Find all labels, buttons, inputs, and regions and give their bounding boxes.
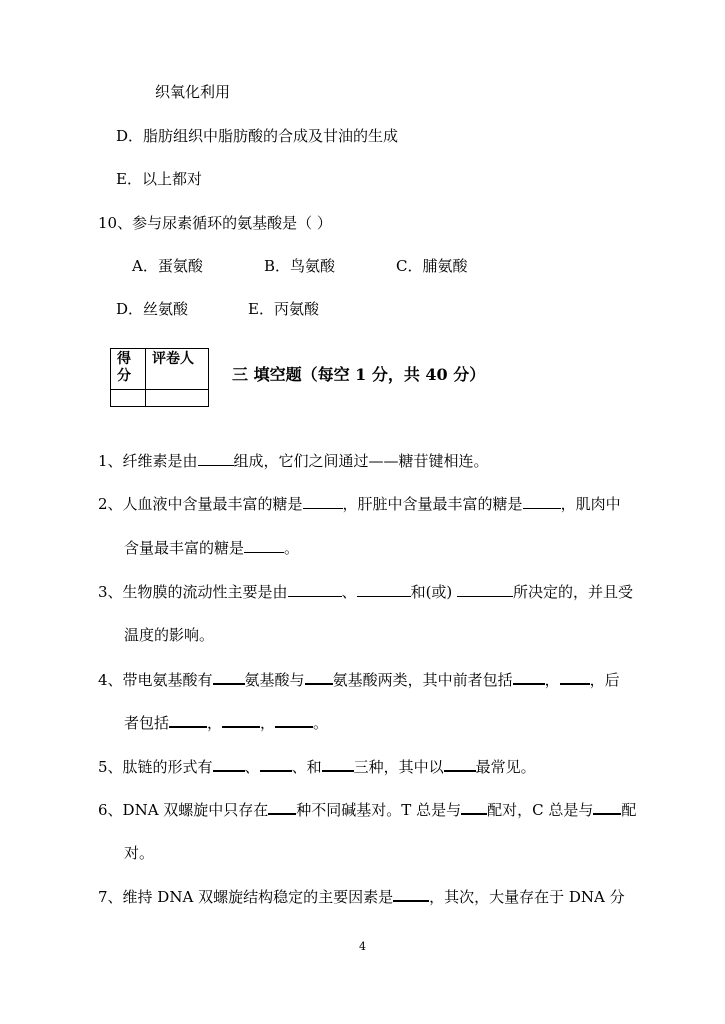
score-cell[interactable] [111,390,146,407]
blank[interactable] [260,756,292,772]
fill-q4-line1: 4、带电氨基酸有 氨基酸与 氨基酸两类，其中前者包括 ， ，后 [98,671,620,689]
fill-q3-line1: 3、生物膜的流动性主要是由 、 和(或) 所决定的，并且受 [98,583,634,601]
blank[interactable] [213,669,245,685]
section-title: 三 填空题（每空 1 分，共 40 分） [232,365,486,384]
blank[interactable] [305,669,333,685]
fill-q5: 5、肽链的形式有 、 、和 三种，其中以 最常见。 [98,758,536,776]
fill-q2-line2: 含量最丰富的糖是 。 [124,539,300,557]
blank[interactable] [213,756,245,772]
fill-q2-line1: 2、人血液中含量最丰富的糖是 ，肝脏中含量最丰富的糖是 ，肌肉中 [98,495,621,513]
blank[interactable] [560,669,590,685]
fill-q4-line2: 者包括 ， ， 。 [124,714,329,732]
blank[interactable] [461,799,487,815]
grader-cell[interactable] [146,390,209,407]
q10-option-c: C．脯氨酸 [396,257,468,275]
blank[interactable] [444,756,476,772]
fill-q7-line1: 7、维持 DNA 双螺旋结构稳定的主要因素是 ，其次，大量存在于 DNA 分 [98,888,625,906]
page-number: 4 [359,940,366,953]
blank[interactable] [357,582,411,597]
blank[interactable] [303,494,343,509]
q9-option-c-cont: 织氧化利用 [155,83,231,101]
blank[interactable] [457,582,513,597]
blank[interactable] [198,451,234,466]
blank[interactable] [244,538,284,553]
blank[interactable] [393,886,429,902]
q10-option-a: A．蛋氨酸 [132,257,203,275]
blank[interactable] [222,712,260,728]
q10-option-d: D．丝氨酸 [116,300,189,318]
q10-option-e: E．丙氨酸 [248,300,319,318]
fill-q3-line2: 温度的影响。 [124,626,215,644]
q9-option-d: D．脂肪组织中脂肪酸的合成及甘油的生成 [116,127,399,145]
blank[interactable] [322,756,354,772]
blank[interactable] [268,799,296,815]
blank[interactable] [513,669,545,685]
q9-option-e: E．以上都对 [116,170,202,188]
q10-options-row1 [132,256,467,276]
score-header: 得分 [111,349,146,390]
fill-q6-line2: 对。 [124,844,155,862]
fill-q1: 1、纤维素是由 组成，它们之间通过——糖苷键相连。 [98,452,489,470]
fill-q6-line1: 6、DNA 双螺旋中只存在 种不同碱基对。T 总是与 配对，C 总是与 配 [98,801,637,819]
blank[interactable] [593,799,621,815]
blank[interactable] [523,494,561,509]
q10-options-row2 [116,299,319,319]
grader-header: 评卷人 [146,349,209,390]
score-table [110,348,209,407]
q10-option-b: B．鸟氨酸 [264,257,336,275]
blank[interactable] [275,712,313,728]
blank[interactable] [288,582,342,597]
blank[interactable] [169,712,207,728]
q10-stem: 10、参与尿素循环的氨基酸是（ ） [98,214,332,232]
